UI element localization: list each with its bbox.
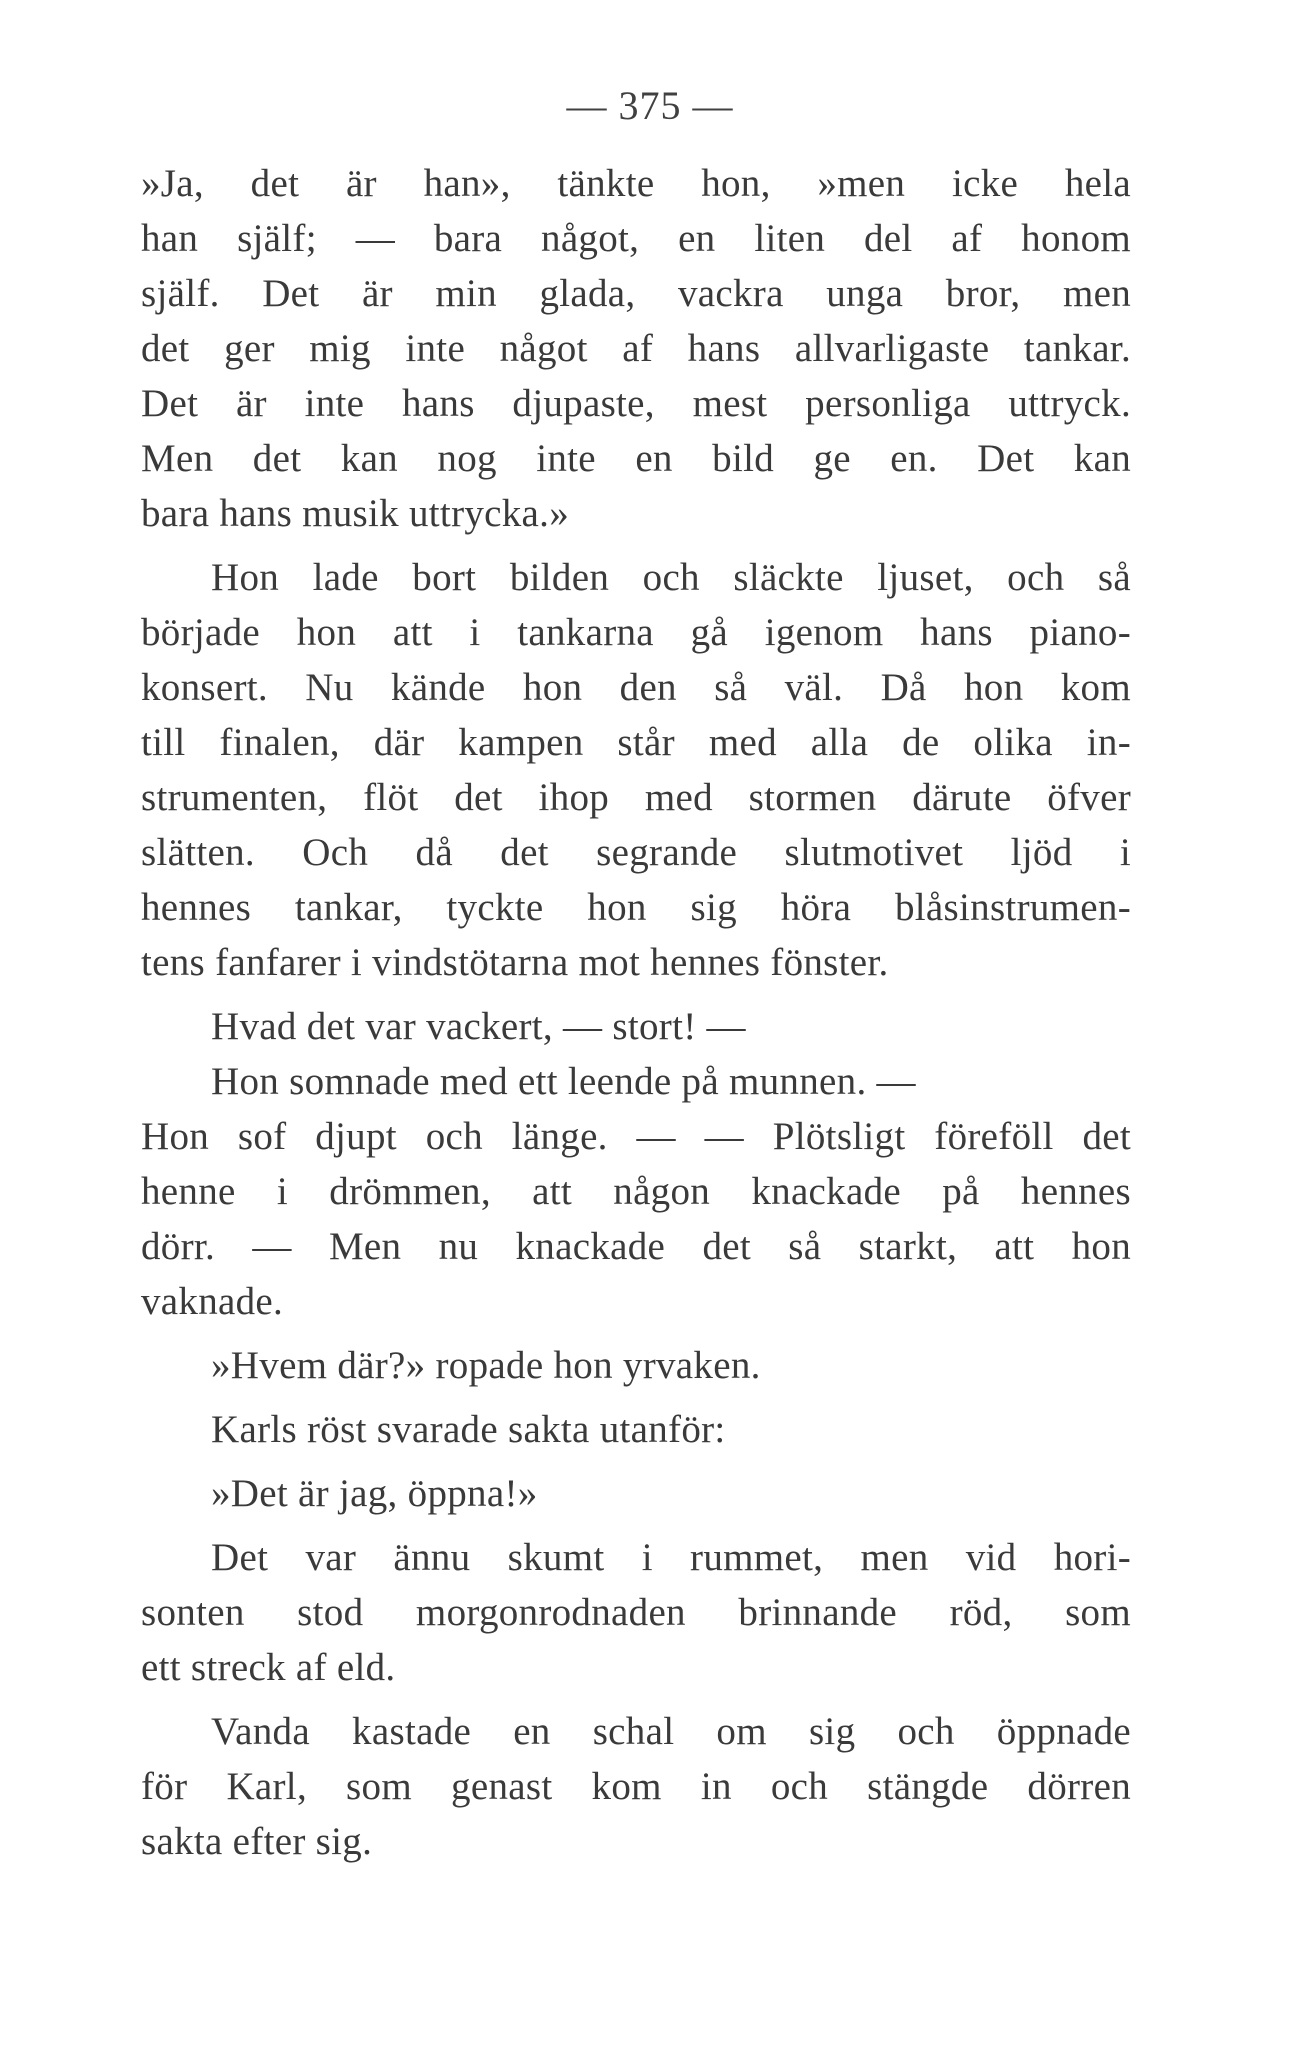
paragraph: [141, 1338, 1131, 1393]
paragraph: [141, 1402, 1131, 1457]
page-number: — 375 —: [566, 83, 734, 128]
paragraph: [141, 156, 1131, 541]
text-line: Men det kan nog inte en bild ge en. Det kan: [141, 437, 1131, 480]
paragraph: [141, 1054, 1131, 1329]
text-line: tens fanfarer i vindstötarna mot hennes fönster.: [141, 941, 889, 984]
text-line: till finalen, där kampen står med alla de olika in-: [141, 721, 1131, 764]
text-line: »Det är jag, öppna!»: [211, 1472, 538, 1515]
text-line: Karls röst svarade sakta utanför:: [211, 1408, 726, 1451]
text-line: »Ja, det är han», tänkte hon, »men icke hela: [141, 162, 1131, 205]
text-line: sakta efter sig.: [141, 1820, 373, 1863]
paragraph: [141, 1704, 1131, 1869]
text-line: Hon somnade med ett leende på munnen. —: [211, 1060, 916, 1103]
text-line: det ger mig inte något af hans allvarligaste tankar.: [141, 327, 1131, 370]
text-line: Hvad det var vackert, — stort! —: [211, 1005, 746, 1048]
text-line: ett streck af eld.: [141, 1646, 396, 1689]
paragraph: [141, 1530, 1131, 1695]
body-text: [141, 156, 1131, 1869]
text-line: sonten stod morgonrodnaden brinnande röd, som: [141, 1591, 1131, 1634]
text-line: började hon att i tankarna gå igenom hans piano-: [141, 611, 1131, 654]
text-line: för Karl, som genast kom in och stängde dörren: [141, 1765, 1131, 1808]
text-line: själf. Det är min glada, vackra unga bror, men: [141, 272, 1131, 315]
paragraph: [141, 550, 1131, 990]
text-line: Hon sof djupt och länge. — — Plötsligt föreföll det: [141, 1115, 1131, 1158]
text-line: dörr. — Men nu knackade det så starkt, att hon: [141, 1225, 1131, 1268]
text-line: Vanda kastade en schal om sig och öppnade: [211, 1710, 1131, 1753]
text-line: »Hvem där?» ropade hon yrvaken.: [211, 1344, 761, 1387]
paragraph: [141, 1466, 1131, 1521]
text-line: hennes tankar, tyckte hon sig höra blåsinstrumen-: [141, 886, 1131, 929]
text-line: strumenten, flöt det ihop med stormen därute öfver: [141, 776, 1131, 819]
text-line: vaknade.: [141, 1280, 284, 1323]
paragraph: [141, 999, 1131, 1054]
text-line: Det var ännu skumt i rummet, men vid hori-: [211, 1536, 1131, 1579]
text-line: bara hans musik uttrycka.»: [141, 492, 570, 535]
text-line: Det är inte hans djupaste, mest personliga uttryck.: [141, 382, 1131, 425]
text-line: slätten. Och då det segrande slutmotivet ljöd i: [141, 831, 1131, 874]
text-line: Hon lade bort bilden och släckte ljuset, och så: [211, 556, 1131, 599]
text-line: henne i drömmen, att någon knackade på hennes: [141, 1170, 1131, 1213]
text-line: han själf; — bara något, en liten del af honom: [141, 217, 1131, 260]
text-line: konsert. Nu kände hon den så väl. Då hon kom: [141, 666, 1131, 709]
